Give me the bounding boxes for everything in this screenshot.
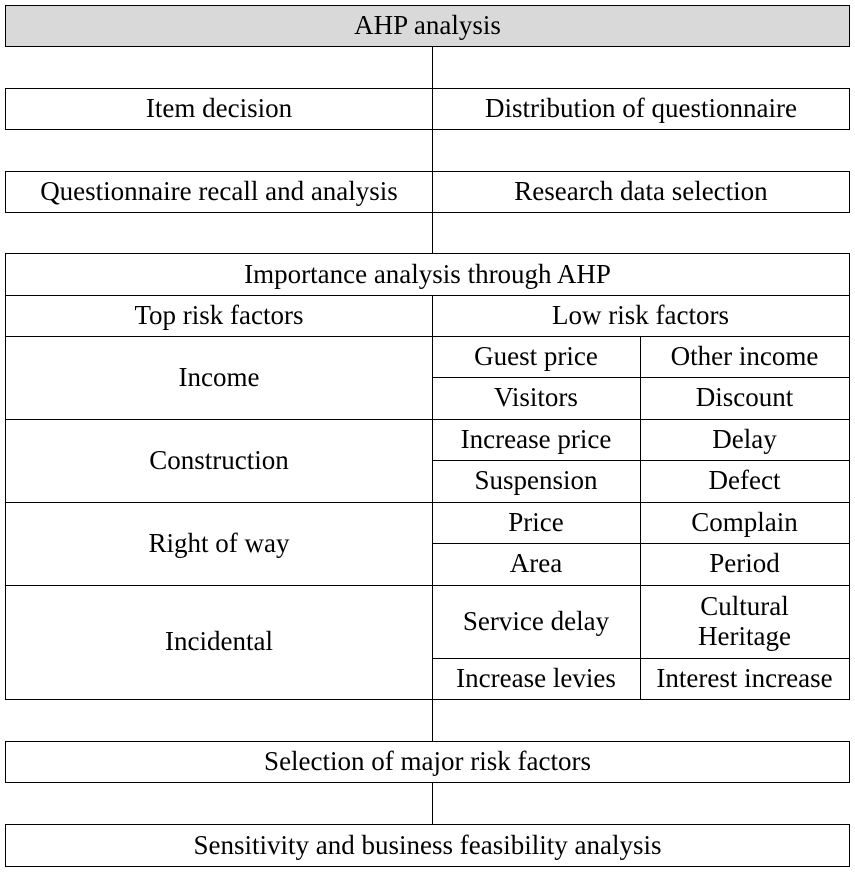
sensitivity-analysis-label: Sensitivity and business feasibility analysis [193, 829, 662, 860]
factor-cell: Complain [691, 506, 798, 537]
research-data-box [432, 171, 850, 213]
table-header: Importance analysis through AHP [244, 258, 611, 289]
factor-cell: Price [508, 506, 564, 537]
questionnaire-recall-box [5, 171, 433, 213]
factor-cell: Defect [708, 465, 781, 496]
major-risk-selection-label: Selection of major risk factors [264, 746, 591, 777]
title-label: AHP analysis [354, 10, 501, 41]
factor-cell: Cultural Heritage [698, 590, 791, 651]
col-low-risk: Low risk factors [552, 299, 729, 330]
factor-cell: Delay [712, 423, 777, 454]
factor-cell: Increase levies [456, 662, 616, 693]
group-right-of-way: Right of way [148, 527, 290, 558]
connector-line [432, 47, 433, 89]
col-top-risk: Top risk factors [134, 299, 304, 330]
title-box [5, 5, 850, 47]
factor-cell: Discount [695, 382, 794, 413]
factor-cell: Suspension [474, 465, 598, 496]
factor-cell: Other income [670, 340, 819, 371]
distribution-box [432, 88, 850, 130]
factor-cell: Service delay [462, 605, 610, 636]
factor-cell: Area [509, 548, 563, 579]
item-decision-box [5, 88, 433, 130]
factor-cell: Increase price [460, 423, 612, 454]
connector-line [432, 213, 433, 254]
group-income: Income [178, 361, 260, 392]
connector-line [432, 700, 433, 742]
sensitivity-analysis-box [5, 824, 850, 867]
group-construction: Construction [149, 444, 289, 475]
item-decision-label: Item decision [145, 93, 293, 124]
questionnaire-recall-label: Questionnaire recall and analysis [40, 176, 398, 207]
distribution-label: Distribution of questionnaire [485, 93, 797, 124]
group-incidental: Incidental [165, 626, 273, 657]
factor-cell: Period [709, 548, 780, 579]
connector-line [432, 130, 433, 172]
factor-cell: Guest price [474, 340, 598, 371]
factor-cell: Interest increase [656, 662, 833, 693]
major-risk-selection-box [5, 741, 850, 783]
research-data-label: Research data selection [514, 176, 768, 207]
ahp-table [5, 253, 850, 700]
factor-cell: Visitors [494, 382, 578, 413]
connector-line [432, 783, 433, 825]
